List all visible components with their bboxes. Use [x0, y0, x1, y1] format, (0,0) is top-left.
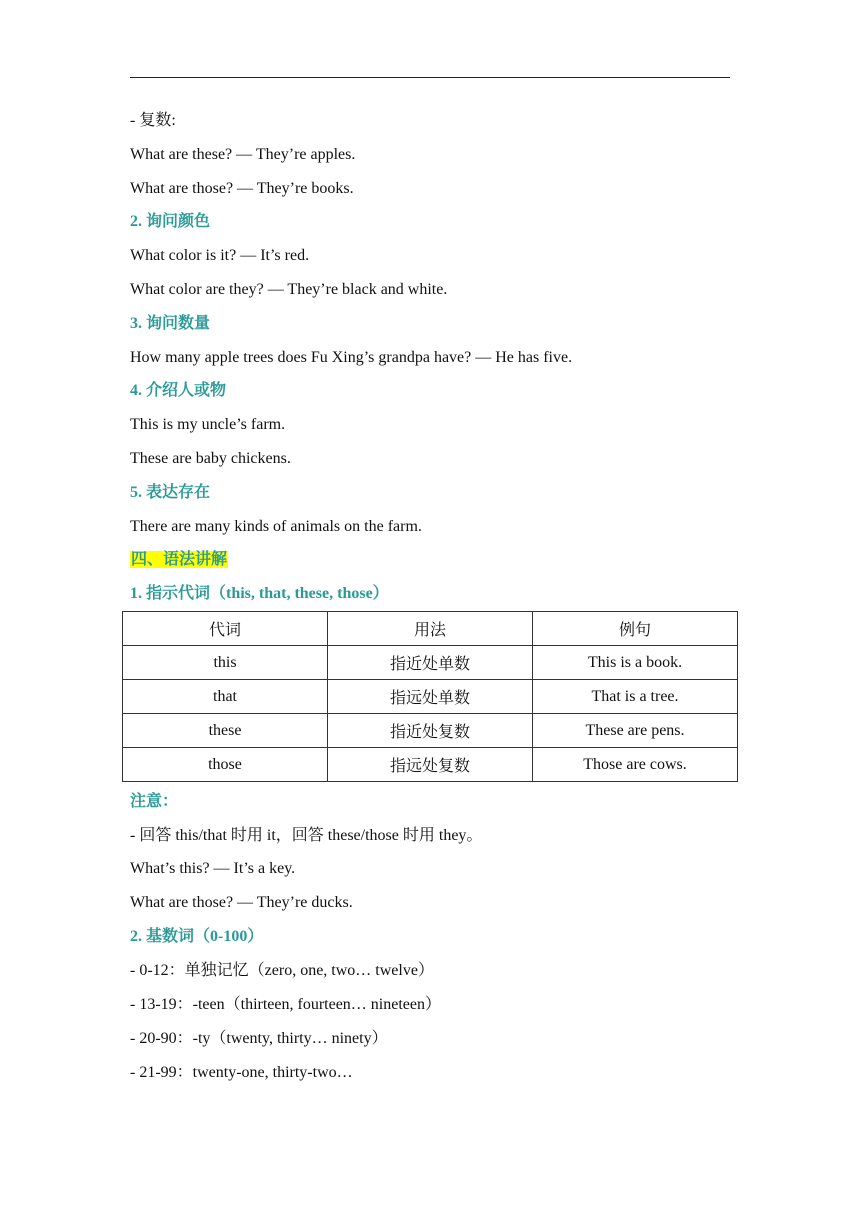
table-cell: that	[123, 680, 328, 714]
cardinal-line-1: - 0-12：单独记忆（zero, one, two… twelve）	[130, 962, 434, 979]
table-row	[123, 714, 738, 748]
note-line-2: What’s this? — It’s a key.	[130, 860, 296, 877]
table-cell: Those are cows.	[533, 748, 738, 782]
grammar-title	[130, 550, 228, 570]
table-cell: those	[123, 748, 328, 782]
color-heading: 2. 询问颜色	[130, 213, 211, 230]
table-row	[123, 748, 738, 782]
intro-line-2: These are baby chickens.	[130, 450, 291, 467]
table-row	[123, 646, 738, 680]
table-cell: this	[123, 646, 328, 680]
cardinal-heading: 2. 基数词（0-100）	[130, 928, 264, 945]
cardinal-line-3: - 20-90：-ty（twenty, thirty… ninety）	[130, 1030, 388, 1047]
plural-line-2: What are those? — They’re books.	[130, 180, 354, 197]
pronoun-table	[122, 611, 738, 782]
header-rule	[130, 77, 730, 78]
color-line-1: What color is it? — It’s red.	[130, 247, 310, 264]
table-header-cell: 用法	[328, 612, 533, 646]
cardinal-line-2: - 13-19：-teen（thirteen, fourteen… nineteen）	[130, 996, 442, 1013]
plural-line-1: What are these? — They’re apples.	[130, 146, 356, 163]
note-line-3: What are those? — They’re ducks.	[130, 894, 353, 911]
intro-line-1: This is my uncle’s farm.	[130, 416, 286, 433]
table-cell: 指远处复数	[328, 748, 533, 782]
color-line-2: What color are they? — They’re black and white.	[130, 281, 448, 298]
number-line-1: How many apple trees does Fu Xing’s grandpa have? — He has five.	[130, 349, 573, 366]
exist-heading: 5. 表达存在	[130, 484, 211, 501]
table-cell: 指近处复数	[328, 714, 533, 748]
plural-label: - 复数:	[130, 112, 176, 129]
note-line-1: - 回答 this/that 时用 it，回答 these/those 时用 they。	[130, 827, 483, 844]
table-cell: That is a tree.	[533, 680, 738, 714]
table-header-cell: 例句	[533, 612, 738, 646]
table-cell: This is a book.	[533, 646, 738, 680]
grammar-title-highlight: 四、语法讲解	[131, 551, 228, 568]
pronoun-heading: 1. 指示代词（this, that, these, those）	[130, 585, 389, 602]
table-header-cell: 代词	[123, 612, 328, 646]
table-cell: These are pens.	[533, 714, 738, 748]
table-cell: 指远处单数	[328, 680, 533, 714]
table-cell: 指近处单数	[328, 646, 533, 680]
table-row	[123, 680, 738, 714]
intro-heading: 4. 介绍人或物	[130, 382, 227, 399]
cardinal-line-4: - 21-99：twenty-one, thirty-two…	[130, 1064, 353, 1081]
table-header-row	[123, 612, 738, 646]
exist-line-1: There are many kinds of animals on the farm.	[130, 518, 422, 535]
number-heading: 3. 询问数量	[130, 315, 211, 332]
table-cell: these	[123, 714, 328, 748]
note-heading: 注意：	[130, 793, 179, 810]
